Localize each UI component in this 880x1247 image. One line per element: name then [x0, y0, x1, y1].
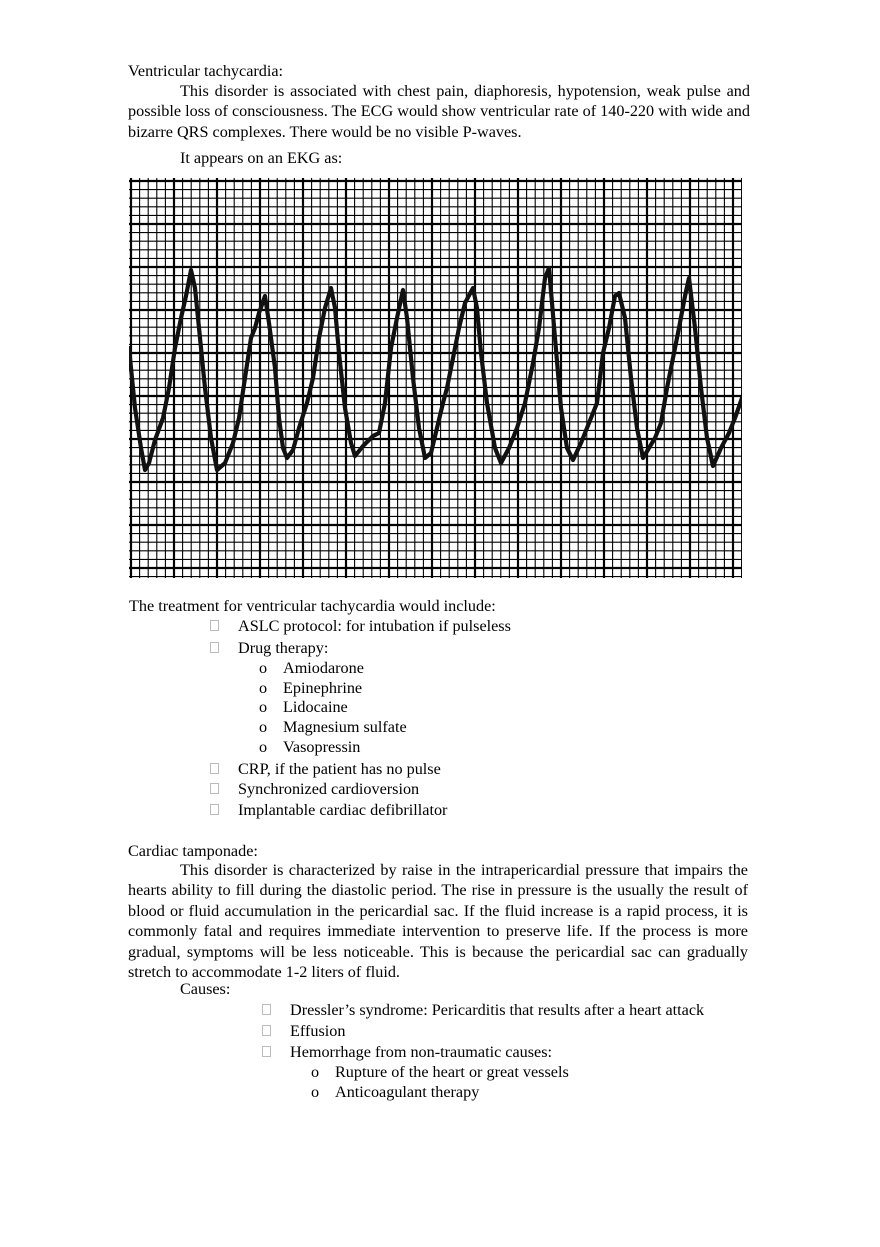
- bullet-icon: [210, 783, 219, 794]
- vt-description-block: [128, 81, 750, 142]
- bullet-icon: [210, 620, 219, 631]
- drug-item: Lidocaine: [283, 698, 348, 716]
- treatment-item: ASLC protocol: for intubation if pulseless: [238, 617, 511, 635]
- sub-bullet-marker: o: [259, 679, 268, 697]
- causes-label: Causes:: [180, 980, 231, 998]
- drug-item: Magnesium sulfate: [283, 718, 407, 736]
- bullet-icon: [262, 1025, 271, 1036]
- sub-bullet-marker: o: [311, 1063, 320, 1081]
- sub-bullet-marker: o: [259, 698, 268, 716]
- bullet-icon: [210, 642, 219, 653]
- ekg-strip-image: [129, 178, 742, 578]
- treatment-item: Synchronized cardioversion: [238, 780, 420, 798]
- vt-heading: Ventricular tachycardia:: [128, 62, 284, 80]
- ct-description: This disorder is characterized by raise in the intrapericardial pressure that impairs the hearts ability to fill during the diastolic period. The rise in pressure is the usually the result of blood or fluid accumulation in the pericardial sac. If the fluid increase is a rapid process, it is commonly fatal and requires immediate intervention to preserve life. If the process is more gradual, symptoms will be less noticeable. This is because the pericardial sac can gradually stretch to accommodate 1-2 liters of fluid.: [128, 861, 748, 982]
- sub-bullet-marker: o: [311, 1083, 320, 1101]
- hemorrhage-cause-item: Anticoagulant therapy: [335, 1083, 480, 1101]
- ekg-intro: It appears on an EKG as:: [180, 149, 343, 167]
- drug-item: Epinephrine: [283, 679, 363, 697]
- vt-description: This disorder is associated with chest pain, diaphoresis, hypotension, weak pulse and possible loss of consciousness. The ECG would show ventricular rate of 140-220 with wide and bizarre QRS complexes. There would be no visible P-waves.: [128, 82, 750, 141]
- treatment-item: CRP, if the patient has no pulse: [238, 760, 441, 778]
- cause-item: Dressler’s syndrome: Pericarditis that results after a heart attack: [290, 1001, 705, 1019]
- bullet-icon: [210, 763, 219, 774]
- ct-heading: Cardiac tamponade:: [128, 842, 258, 860]
- ct-description-block: [128, 860, 748, 982]
- cause-item: Effusion: [290, 1022, 346, 1040]
- treatment-item: Implantable cardiac defibrillator: [238, 801, 448, 819]
- bullet-icon: [210, 804, 219, 815]
- hemorrhage-cause-item: Rupture of the heart or great vessels: [335, 1063, 569, 1081]
- sub-bullet-marker: o: [259, 738, 268, 756]
- drug-item: Amiodarone: [283, 659, 364, 677]
- bullet-icon: [262, 1046, 271, 1057]
- treatment-intro: The treatment for ventricular tachycardia would include:: [129, 597, 496, 615]
- treatment-item: Drug therapy:: [238, 639, 329, 657]
- cause-item: Hemorrhage from non-traumatic causes:: [290, 1043, 553, 1061]
- bullet-icon: [262, 1004, 271, 1015]
- sub-bullet-marker: o: [259, 659, 268, 677]
- drug-item: Vasopressin: [283, 738, 361, 756]
- sub-bullet-marker: o: [259, 718, 268, 736]
